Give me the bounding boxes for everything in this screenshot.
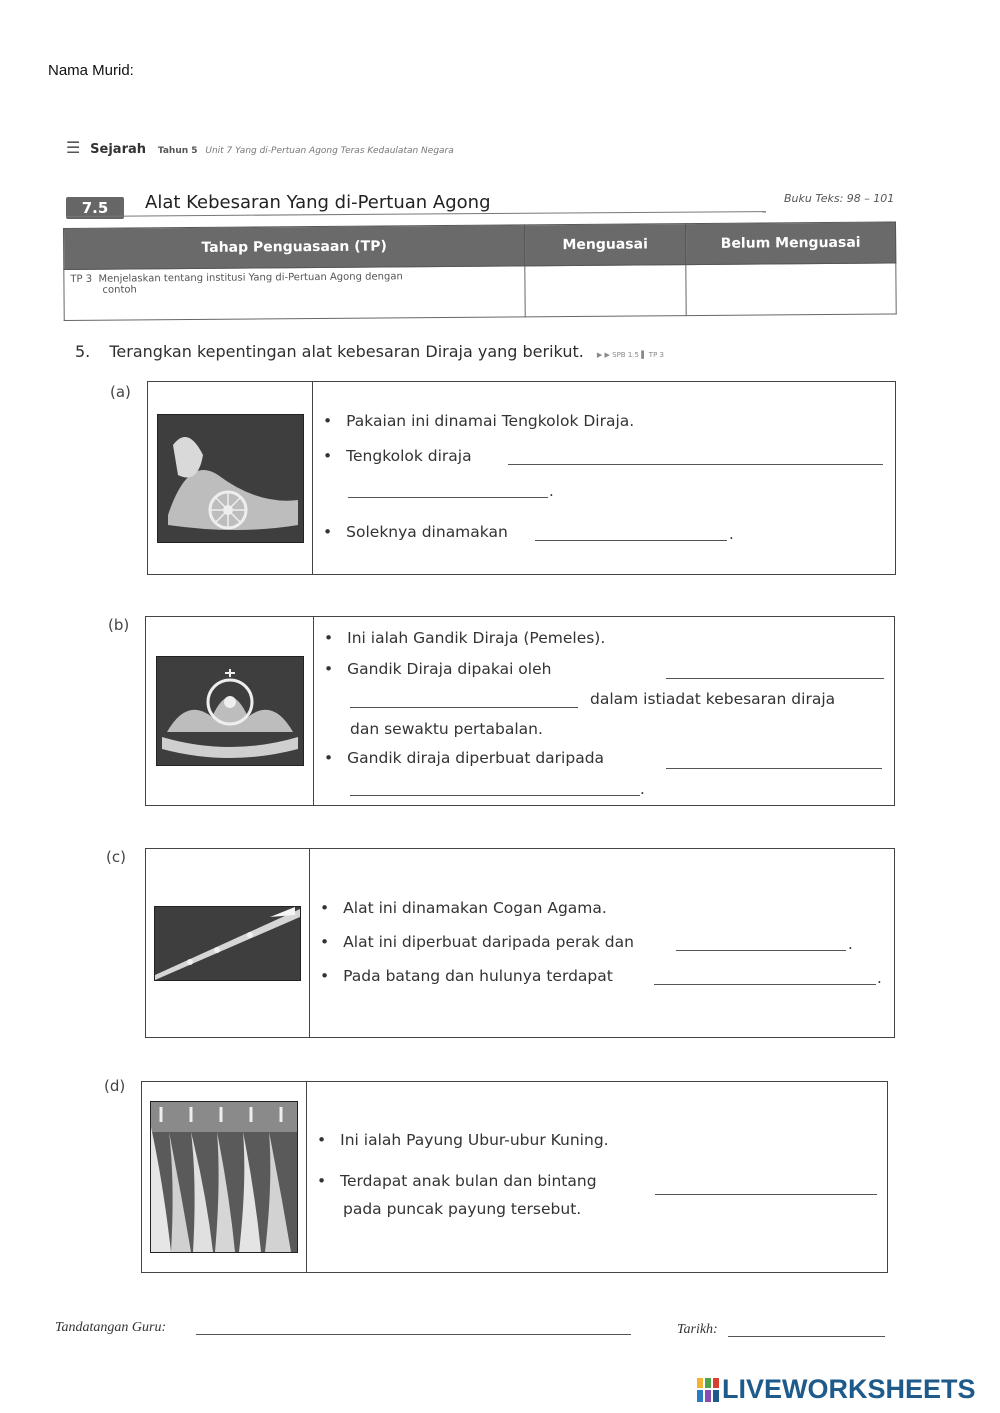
question-tags: ▶ ▶ SPB 1.5 ▌ TP 3: [596, 351, 664, 359]
part-c-answer1-blank[interactable]: [676, 950, 846, 951]
tp-code: TP 3: [70, 273, 93, 285]
part-b-answer1-cont-blank[interactable]: [350, 707, 578, 708]
part-a-answer2-blank[interactable]: [535, 540, 727, 541]
tp-desc-line1: Menjelaskan tentang institusi Yang di-Pertuan Agong dengan: [98, 271, 403, 285]
part-c-image-cell: [146, 849, 310, 1037]
part-d-line1: • Ini ialah Payung Ubur-ubur Kuning.: [317, 1131, 609, 1149]
part-a-text-cell: [313, 382, 895, 574]
belum-menguasai-header: Belum Menguasai: [685, 222, 895, 265]
student-name-label: Nama Murid:: [48, 62, 134, 79]
part-d-box: [141, 1081, 888, 1273]
part-b-box: [145, 616, 895, 806]
book-header: [66, 138, 454, 157]
tp-description-cell: [64, 266, 525, 321]
part-d-image-cell: [142, 1082, 307, 1272]
date-label: Tarikh:: [677, 1322, 718, 1337]
date-blank[interactable]: [728, 1336, 885, 1337]
part-d-label: (d): [104, 1077, 126, 1095]
part-a-image-cell: [148, 382, 313, 574]
teacher-signature-label: Tandatangan Guru:: [55, 1320, 167, 1335]
part-c-line3: • Pada batang dan hulunya terdapat: [320, 967, 613, 985]
part-a-line3: • Soleknya dinamakan: [323, 523, 508, 541]
part-a-line1: • Pakaian ini dinamai Tengkolok Diraja.: [323, 412, 634, 430]
part-a-line2: • Tengkolok diraja: [323, 447, 472, 465]
part-c-line1: • Alat ini dinamakan Cogan Agama.: [320, 899, 607, 917]
part-b-line5: • Gandik diraja diperbuat daripada: [324, 749, 604, 767]
liveworksheets-logo-icon: [697, 1378, 719, 1402]
teacher-signature-blank[interactable]: [196, 1334, 631, 1335]
cogan-agama-image: [154, 906, 301, 981]
part-d-line3: pada puncak payung tersebut.: [343, 1200, 582, 1218]
part-c-text-cell: [310, 849, 894, 1037]
tahun-label: Tahun 5: [157, 146, 198, 156]
part-d-answer-blank[interactable]: [655, 1194, 877, 1195]
buku-teks-ref: Buku Teks: 98 – 101: [784, 192, 895, 205]
part-c-dot2: .: [877, 969, 882, 987]
menguasai-header: Menguasai: [524, 224, 685, 266]
part-b-answer2-blank[interactable]: [666, 768, 882, 769]
part-b-line4: dan sewaktu pertabalan.: [350, 720, 543, 738]
tp-table: [63, 221, 897, 321]
part-b-line1: • Ini ialah Gandik Diraja (Pemeles).: [324, 629, 605, 647]
part-b-image-cell: [146, 617, 314, 805]
part-a-dot1: .: [549, 482, 554, 500]
payung-image: [150, 1101, 298, 1253]
part-c-dot1: .: [848, 935, 853, 953]
part-a-label: (a): [110, 383, 131, 401]
part-c-box: [145, 848, 895, 1038]
part-b-answer2-cont-blank[interactable]: [350, 795, 640, 796]
question-text: Terangkan kepentingan alat kebesaran Diraja yang berikut.: [109, 342, 584, 361]
part-b-text-cell: [314, 617, 894, 805]
part-b-label: (b): [108, 616, 130, 634]
part-c-line2: • Alat ini diperbuat daripada perak dan: [320, 933, 634, 951]
tp-desc-line2: contoh: [102, 284, 137, 296]
question-5: [75, 342, 664, 361]
question-number: 5.: [75, 342, 91, 361]
section-title: Alat Kebesaran Yang di-Pertuan Agong: [145, 192, 491, 213]
gandik-image: [156, 656, 304, 766]
section-badge: 7.5: [66, 197, 124, 219]
part-d-line2: • Terdapat anak bulan dan bintang: [317, 1172, 597, 1190]
belum-menguasai-checkbox-cell[interactable]: [686, 263, 896, 316]
part-a-answer1-blank[interactable]: [508, 464, 883, 465]
tengkolok-image: [157, 414, 304, 543]
part-a-answer1-cont-blank[interactable]: [348, 497, 548, 498]
tp-header: Tahap Penguasaan (TP): [64, 225, 525, 270]
subject-label: Sejarah: [90, 142, 147, 157]
part-a-dot2: .: [729, 525, 734, 543]
liveworksheets-brand: LIVEWORKSHEETS: [722, 1374, 976, 1404]
part-b-answer1-blank[interactable]: [666, 678, 884, 679]
part-c-label: (c): [106, 848, 126, 866]
part-b-line2: • Gandik Diraja dipakai oleh: [324, 660, 551, 678]
part-b-dot: .: [640, 780, 645, 798]
part-a-box: [147, 381, 896, 575]
menguasai-checkbox-cell[interactable]: [525, 265, 686, 317]
part-c-answer2-blank[interactable]: [654, 984, 876, 985]
book-icon: ☰: [66, 138, 81, 157]
unit-label: Unit 7 Yang di-Pertuan Agong Teras Kedaulatan Negara: [205, 146, 454, 156]
part-b-line3: dalam istiadat kebesaran diraja: [590, 690, 836, 708]
part-d-text-cell: [307, 1082, 887, 1272]
